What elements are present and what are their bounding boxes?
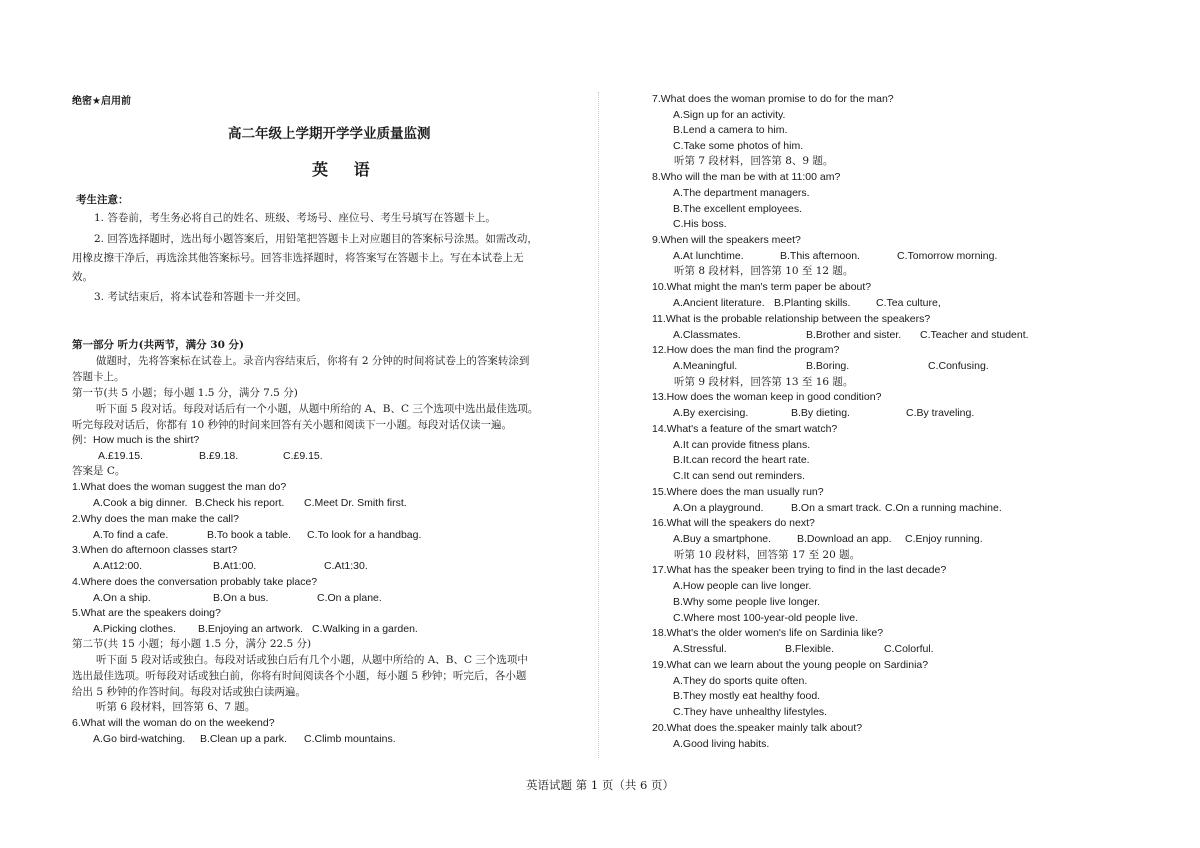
q7-option-b: B.Lend a camera to him. xyxy=(673,124,788,136)
q11-option-b: B.Brother and sister. xyxy=(806,329,902,341)
question-4: 4.Where does the conversation probably take place? xyxy=(72,576,318,588)
question-15: 15.Where does the man usually run? xyxy=(652,486,824,498)
question-16: 16.What will the speakers do next? xyxy=(652,517,815,529)
question-13: 13.How does the woman keep in good condition? xyxy=(652,391,882,403)
q2-option-a: A.To find a cafe. xyxy=(93,529,169,541)
confidential-label: 绝密★启用前 xyxy=(72,96,131,107)
q7-option-c: C.Take some photos of him. xyxy=(673,140,804,152)
material-9-instruction: 听第 9 段材料，回答第 13 至 16 题。 xyxy=(674,376,854,388)
question-7: 7.What does the woman promise to do for the man? xyxy=(652,93,894,105)
q14-option-c: C.It can send out reminders. xyxy=(673,470,805,482)
q18-option-c: C.Colorful. xyxy=(884,643,934,655)
notice-item-2: 2. 回答选择题时，选出每小题答案后，用铅笔把答题卡上对应题目的答案标号涂黑。如需改动， xyxy=(94,233,538,245)
column-divider xyxy=(598,92,599,758)
q6-option-c: C.Climb mountains. xyxy=(304,733,396,745)
q18-option-b: B.Flexible. xyxy=(785,643,835,655)
example-answer: 答案是 C。 xyxy=(72,465,126,477)
q8-option-c: C.His boss. xyxy=(673,218,727,230)
q11-option-a: A.Classmates. xyxy=(673,329,741,341)
q12-option-b: B.Boring. xyxy=(806,360,850,372)
q8-option-b: B.The excellent employees. xyxy=(673,203,802,215)
q14-option-b: B.It.can record the heart rate. xyxy=(673,454,810,466)
q7-option-a: A.Sign up for an activity. xyxy=(673,109,786,121)
question-6: 6.What will the woman do on the weekend? xyxy=(72,717,275,729)
q15-option-b: B.On a smart track. xyxy=(791,502,882,514)
question-9: 9.When will the speakers meet? xyxy=(652,234,801,246)
part1-intro: 做题时，先将答案标在试卷上。录音内容结束后，你将有 2 分钟的时间将试卷上的答案转涂到 xyxy=(96,355,530,367)
q19-option-a: A.They do sports quite often. xyxy=(673,675,808,687)
section2-intro: 听下面 5 段对话或独白。每段对话或独白后有几个小题，从题中所给的 A、B、C 三个选项中 xyxy=(96,654,528,666)
question-5: 5.What are the speakers doing? xyxy=(72,607,221,619)
part1-intro-cont: 答题卡上。 xyxy=(72,371,125,383)
q13-option-b: B.By dieting. xyxy=(791,407,850,419)
q1-option-b: B.Check his report. xyxy=(195,497,285,509)
example-option-c: C.£9.15. xyxy=(283,450,323,462)
q10-option-c: C.Tea culture, xyxy=(876,297,941,309)
section2-heading: 第二节(共 15 小题；每小题 1.5 分，满分 22.5 分) xyxy=(72,638,312,650)
question-14: 14.What's a feature of the smart watch? xyxy=(652,423,838,435)
q3-option-a: A.At12:00. xyxy=(93,560,143,572)
material-10-instruction: 听第 10 段材料，回答第 17 至 20 题。 xyxy=(674,549,861,561)
q1-option-c: C.Meet Dr. Smith first. xyxy=(304,497,407,509)
notice-item-3: 3. 考试结束后，将本试卷和答题卡一并交回。 xyxy=(94,291,307,303)
q14-option-a: A.It can provide fitness plans. xyxy=(673,439,811,451)
q9-option-b: B.This afternoon. xyxy=(780,250,860,262)
question-12: 12.How does the man find the program? xyxy=(652,344,840,356)
question-3: 3.When do afternoon classes start? xyxy=(72,544,238,556)
example-option-a: A.£19.15. xyxy=(98,450,143,462)
section1-intro: 听下面 5 段对话。每段对话后有一个小题，从题中所给的 A、B、C 三个选项中选出最佳选项。 xyxy=(96,403,539,415)
q9-option-a: A.At lunchtime. xyxy=(673,250,744,262)
question-18: 18.What's the older women's life on Sardinia like? xyxy=(652,627,884,639)
q11-option-c: C.Teacher and student. xyxy=(920,329,1029,341)
question-11: 11.What is the probable relationship between the speakers? xyxy=(652,313,931,325)
q19-option-c: C.They have unhealthy lifestyles. xyxy=(673,706,828,718)
q17-option-a: A.How people can live longer. xyxy=(673,580,812,592)
question-2: 2.Why does the man make the call? xyxy=(72,513,239,525)
q16-option-b: B.Download an app. xyxy=(797,533,892,545)
q5-option-c: C.Walking in a garden. xyxy=(312,623,418,635)
q1-option-a: A.Cook a big dinner. xyxy=(93,497,188,509)
exam-title: 高二年级上学期开学学业质量监测 xyxy=(228,126,431,142)
question-19: 19.What can we learn about the young people on Sardinia? xyxy=(652,659,929,671)
q12-option-a: A.Meaningful. xyxy=(673,360,738,372)
q10-option-a: A.Ancient literature. xyxy=(673,297,765,309)
section1-intro-cont: 听完每段对话后，你都有 10 秒钟的时间来回答有关小题和阅读下一小题。每段对话仅读一遍。 xyxy=(72,419,513,431)
question-1: 1.What does the woman suggest the man do? xyxy=(72,481,287,493)
notice-item-2-cont2: 效。 xyxy=(72,271,93,283)
q16-option-c: C.Enjoy running. xyxy=(905,533,983,545)
q20-option-a: A.Good living habits. xyxy=(673,738,770,750)
q17-option-b: B.Why some people live longer. xyxy=(673,596,821,608)
material-7-instruction: 听第 7 段材料，回答第 8、9 题。 xyxy=(674,155,834,167)
material-6-instruction: 听第 6 段材料，回答第 6、7 题。 xyxy=(96,701,256,713)
q10-option-b: B.Planting skills. xyxy=(774,297,851,309)
q5-option-a: A.Picking clothes. xyxy=(93,623,176,635)
q3-option-b: B.At1:00. xyxy=(213,560,257,572)
q9-option-c: C.Tomorrow morning. xyxy=(897,250,998,262)
question-10: 10.What might the man's term paper be about? xyxy=(652,281,872,293)
q4-option-a: A.On a ship. xyxy=(93,592,151,604)
notice-heading: 考生注意： xyxy=(76,194,129,206)
question-20: 20.What does the.speaker mainly talk about? xyxy=(652,722,863,734)
section1-heading: 第一节(共 5 小题；每小题 1.5 分，满分 7.5 分) xyxy=(72,387,298,399)
q18-option-a: A.Stressful. xyxy=(673,643,727,655)
q12-option-c: C.Confusing. xyxy=(928,360,989,372)
q15-option-a: A.On a playground. xyxy=(673,502,764,514)
q6-option-b: B.Clean up a park. xyxy=(200,733,287,745)
q13-option-c: C.By traveling. xyxy=(906,407,975,419)
q2-option-c: C.To look for a handbag. xyxy=(307,529,422,541)
q2-option-b: B.To book a table. xyxy=(207,529,292,541)
section2-intro-cont2: 给出 5 秒钟的作答时间。每段对话或独白读两遍。 xyxy=(72,686,306,698)
q8-option-a: A.The department managers. xyxy=(673,187,810,199)
section2-intro-cont: 选出最佳选项。听每段对话或独白前，你将有时间阅读各个小题，每小题 5 秒钟；听完后，各小题 xyxy=(72,670,527,682)
question-17: 17.What has the speaker been trying to find in the last decade? xyxy=(652,564,947,576)
q5-option-b: B.Enjoying an artwork. xyxy=(198,623,304,635)
material-8-instruction: 听第 8 段材料，回答第 10 至 12 题。 xyxy=(674,265,854,277)
example-question: 例：How much is the shirt? xyxy=(72,434,200,446)
q3-option-c: C.At1:30. xyxy=(324,560,368,572)
q13-option-a: A.By exercising. xyxy=(673,407,749,419)
q4-option-c: C.On a plane. xyxy=(317,592,382,604)
q16-option-a: A.Buy a smartphone. xyxy=(673,533,772,545)
q15-option-c: C.On a running machine. xyxy=(885,502,1002,514)
q17-option-c: C.Where most 100-year-old people live. xyxy=(673,612,859,624)
q4-option-b: B.On a bus. xyxy=(213,592,269,604)
q6-option-a: A.Go bird-watching. xyxy=(93,733,186,745)
part1-heading: 第一部分 听力(共两节，满分 30 分) xyxy=(72,339,245,351)
subject-title: 英 语 xyxy=(312,160,380,179)
page-footer: 英语试题 第 1 页（共 6 页） xyxy=(526,778,674,792)
example-option-b: B.£9.18. xyxy=(199,450,239,462)
question-8: 8.Who will the man be with at 11:00 am? xyxy=(652,171,841,183)
notice-item-1: 1. 答卷前，考生务必将自己的姓名、班级、考场号、座位号、考生号填写在答题卡上。 xyxy=(94,212,496,224)
q19-option-b: B.They mostly eat healthy food. xyxy=(673,690,821,702)
notice-item-2-cont: 用橡皮擦干净后，再选涂其他答案标号。回答非选择题时，将答案写在答题卡上。写在本试卷上无 xyxy=(72,252,524,264)
